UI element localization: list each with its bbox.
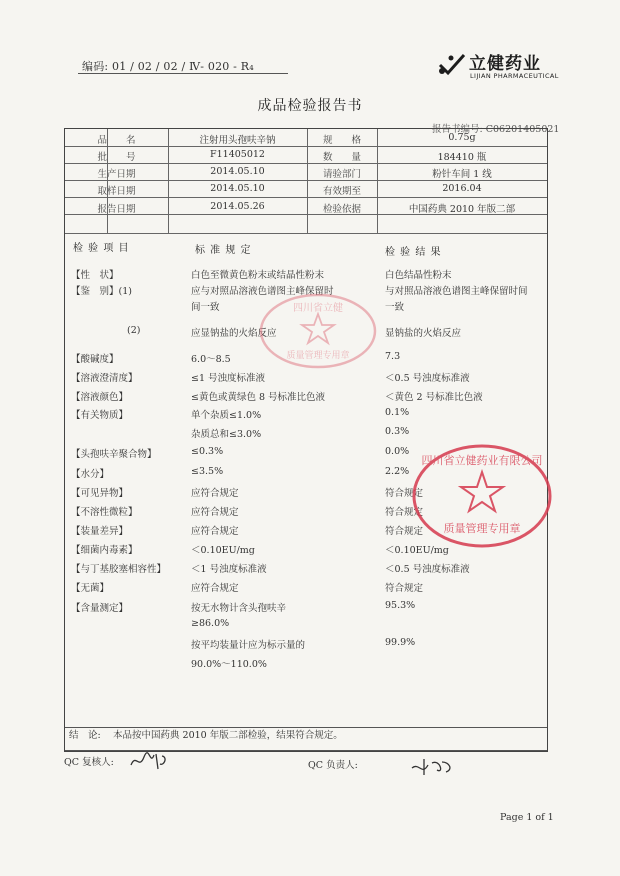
logo-en-text: LIJIAN PHARMACEUTICAL [470, 72, 559, 80]
test-result: 符合规定 [385, 488, 424, 499]
info-label: 数 量 [322, 152, 361, 163]
info-value: 注射用头孢呋辛钠 [199, 135, 276, 146]
lead-signature-icon [410, 756, 456, 778]
test-standard: ≤3.5% [191, 466, 224, 477]
test-standard: 应符合规定 [191, 526, 239, 537]
test-result: 符合规定 [385, 507, 424, 518]
test-item: 【有关物质】 [71, 410, 129, 421]
test-result: 符合规定 [385, 526, 424, 537]
test-result: 显钠盐的火焰反应 [385, 328, 462, 339]
test-standard: 间一致 [191, 302, 220, 313]
qc-reviewer-label: QC 复核人: [64, 757, 114, 768]
test-standard: 按平均装量计应为标示量的 [191, 640, 306, 651]
test-item: 【与丁基胶塞相容性】 [71, 564, 167, 575]
grid-line [65, 163, 547, 164]
test-standard: 应与对照品溶液色谱图主峰保留时 [191, 286, 334, 297]
report-table [64, 128, 548, 752]
test-item: 【溶液澄清度】 [71, 373, 138, 384]
reviewer-signature-icon [128, 750, 172, 772]
test-standard: 按无水物计含头孢呋辛 [191, 603, 287, 614]
test-standard: 应符合规定 [191, 583, 239, 594]
grid-line [65, 233, 547, 234]
test-item: 【鉴 别】(1) [71, 286, 132, 297]
stamp-right-top-text: 四川省立健药业有限公司 [421, 454, 543, 467]
test-result: 7.3 [385, 351, 401, 362]
grid-line [377, 129, 378, 233]
report-number: 报告书编号: C06201405021 [432, 124, 560, 135]
test-standard: ＜1 号浊度标准液 [191, 564, 267, 575]
qc-lead-label: QC 负责人: [308, 760, 358, 771]
grid-line [65, 197, 547, 198]
quality-stamp-left-icon [258, 292, 378, 370]
test-result: ＜0.5 号浊度标准液 [385, 564, 470, 575]
info-value: 2014.05.10 [210, 183, 265, 194]
company-logo [437, 50, 567, 84]
test-item: 【含量测定】 [71, 603, 129, 614]
test-item: 【水分】 [71, 469, 110, 480]
test-standard: 应符合规定 [191, 488, 239, 499]
conclusion-label: 结 论: [69, 730, 101, 741]
column-header-item: 检 验 项 目 [73, 243, 130, 254]
test-result: ＜0.5 号浊度标准液 [385, 373, 470, 384]
test-result: 符合规定 [385, 583, 424, 594]
test-result: ＜黄色 2 号标准比色液 [385, 392, 483, 403]
test-standard: 单个杂质≤1.0% [191, 410, 262, 421]
info-value: 2014.05.10 [210, 166, 265, 177]
test-result: ＜0.10EU/mg [385, 545, 449, 556]
test-standard: ≥86.0% [191, 618, 230, 629]
test-result: 0.1% [385, 407, 410, 418]
test-result: 0.0% [385, 446, 410, 457]
test-standard: 6.0～8.5 [191, 354, 231, 365]
test-standard: ≤黄色或黄绿色 8 号标准比色液 [191, 392, 326, 403]
logo-mark-icon [437, 52, 467, 78]
info-value: 粉针车间 1 线 [432, 169, 492, 180]
test-standard: 应显钠盐的火焰反应 [191, 328, 277, 339]
info-value: 2016.04 [442, 183, 482, 194]
info-value: 中国药典 2010 年版二部 [408, 204, 516, 215]
info-value: 0.75g [448, 132, 476, 143]
test-item: 【酸碱度】 [71, 354, 119, 365]
test-standard: 白色至微黄色粉末或结晶性粉末 [191, 270, 325, 281]
info-label: 规 格 [322, 135, 361, 146]
test-result: 与对照品溶液色谱图主峰保留时间 [385, 286, 528, 297]
info-label: 请验部门 [322, 169, 361, 180]
test-result: 99.9% [385, 637, 416, 648]
quality-stamp-right-icon [410, 442, 554, 550]
test-standard: 90.0%～110.0% [191, 659, 267, 670]
test-item: 【可见异物】 [71, 488, 129, 499]
logo-cn-text: 立健药业 [469, 54, 541, 74]
page-number: Page 1 of 1 [500, 812, 554, 823]
test-item: 【溶液颜色】 [71, 392, 129, 403]
grid-line [65, 180, 547, 181]
grid-line [65, 146, 547, 147]
info-label: 有效期至 [322, 186, 361, 197]
info-label: 报告日期 [97, 204, 136, 215]
stamp-right-bottom-text: 质量管理专用章 [443, 522, 521, 535]
info-label: 品 名 [97, 135, 136, 146]
test-standard: ≤1 号浊度标准液 [191, 373, 266, 384]
stamp-left-bottom-text: 质量管理专用章 [286, 351, 350, 361]
column-header-standard: 标 准 规 定 [195, 245, 252, 256]
page-title: 成品检验报告书 [257, 98, 363, 114]
test-item: 【无菌】 [71, 583, 110, 594]
info-value: F11405012 [210, 149, 265, 160]
test-item: 【细菌内毒素】 [71, 545, 138, 556]
test-item: 【不溶性微粒】 [71, 507, 138, 518]
test-result: 一致 [385, 302, 405, 313]
info-label: 生产日期 [97, 169, 136, 180]
test-standard: 杂质总和≤3.0% [191, 429, 262, 440]
test-standard: 应符合规定 [191, 507, 239, 518]
test-standard: ≤0.3% [191, 446, 224, 457]
document-code-underline [78, 73, 288, 74]
test-item: (2) [127, 325, 141, 336]
test-standard: ＜0.10EU/mg [191, 545, 255, 556]
test-result: 2.2% [385, 466, 410, 477]
test-result: 0.3% [385, 426, 410, 437]
conclusion-text: 本品按中国药典 2010 年版二部检验，结果符合规定。 [113, 730, 343, 741]
info-label: 检验依据 [322, 204, 361, 215]
info-label: 批 号 [97, 152, 136, 163]
stamp-left-top-text: 四川省立健 [293, 303, 343, 314]
test-result: 95.3% [385, 600, 416, 611]
column-header-result: 检 验 结 果 [385, 247, 442, 258]
test-item: 【头孢呋辛聚合物】 [71, 449, 157, 460]
info-value: 184410 瓶 [437, 152, 487, 163]
test-item: 【性 状】 [71, 270, 119, 281]
info-label: 取样日期 [97, 186, 136, 197]
test-result: 白色结晶性粉末 [385, 270, 452, 281]
info-value: 2014.05.26 [210, 201, 265, 212]
test-item: 【装量差异】 [71, 526, 129, 537]
document-code: 编码: 01 / 02 / 02 / Ⅳ- 020 - R₄ [82, 60, 254, 73]
